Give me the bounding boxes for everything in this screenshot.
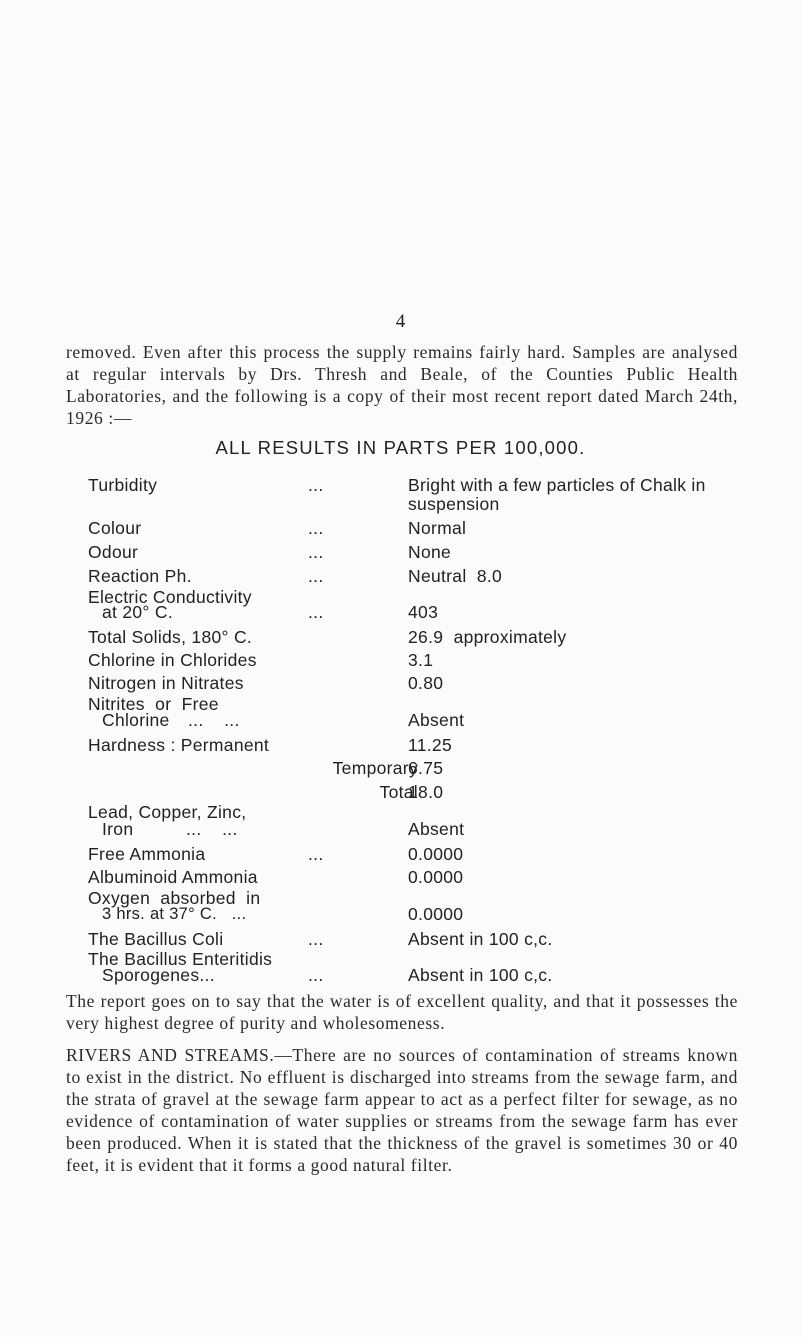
conductivity-label-cont: at 20° C. [102, 602, 173, 623]
albuminoid-ammonia-label: Albuminoid Ammonia [88, 866, 258, 887]
rivers-paragraph-text: RIVERS AND STREAMS.—There are no sources of contamination of streams known to exist in the district. No effluent is discharged into streams from the sewage farm, and the strata of gravel at the sewage farm appear to act as a perfect filter for sewage, as no evidence of contamination of water supplies or streams from the sewage farm has ever been produced. When it is stated that the thickness of the gravel is sometimes 30 or 40 feet, it is evident that it forms a good natural filter. [66, 1045, 738, 1176]
turbidity-label: Turbidity [88, 475, 158, 496]
metals-dots: ... ... [186, 819, 238, 840]
colour-dots: ... [308, 518, 324, 539]
nitrogen-value: 0.80 [408, 673, 444, 694]
nitrites-label: Nitrites or Free [88, 693, 219, 714]
turbidity-value-cont: suspension [408, 493, 500, 514]
oxygen-value: 0.0000 [408, 904, 464, 924]
reaction-value: Neutral 8.0 [408, 565, 503, 586]
turbidity-value: Bright with a few particles of Chalk in [408, 475, 706, 496]
oxygen-label-cont: 3 hrs. at 37° C. ... [102, 905, 247, 923]
nitrogen-label: Nitrogen in Nitrates [88, 673, 244, 694]
rivers-paragraph [66, 1044, 738, 1176]
reaction-dots: ... [308, 565, 324, 586]
conclusion-paragraph-text: The report goes on to say that the water is of excellent quality, and that it possesses the very highest degree of purity and wholesomeness. [66, 991, 738, 1034]
chlorine-label: Chlorine in Chlorides [88, 650, 257, 671]
nitrites-dots: ... ... [188, 710, 240, 730]
bacillus-enteritidis-label: The Bacillus Enteritidis [88, 949, 273, 970]
oxygen-label: Oxygen absorbed in [88, 888, 261, 908]
hardness-permanent-value: 11.25 [408, 735, 452, 756]
free-ammonia-value: 0.0000 [408, 843, 464, 864]
odour-value: None [408, 541, 452, 562]
total-solids-label: Total Solids, 180° C. [88, 626, 253, 647]
bacillus-coli-dots: ... [308, 928, 324, 949]
nitrites-value: Absent [408, 710, 465, 730]
hardness-total-value: 18.0 [408, 781, 444, 802]
metals-label-cont: Iron [102, 819, 134, 840]
nitrites-label-cont: Chlorine [102, 710, 170, 730]
odour-label: Odour [88, 541, 139, 562]
albuminoid-ammonia-value: 0.0000 [408, 866, 464, 887]
bacillus-coli-label: The Bacillus Coli [88, 928, 224, 949]
conductivity-label: Electric Conductivity [88, 587, 252, 607]
results-heading: ALL RESULTS IN PARTS PER 100,000. [215, 437, 586, 458]
bacillus-coli-value: Absent in 100 c,c. [408, 928, 553, 949]
conclusion-paragraph [66, 990, 738, 1034]
bacillus-enteritidis-value: Absent in 100 c,c. [408, 965, 553, 986]
bacillus-enteritidis-label-cont: Sporogenes... [102, 965, 215, 986]
metals-label: Lead, Copper, Zinc, [88, 802, 247, 823]
conductivity-value: 403 [408, 602, 439, 623]
hardness-temporary-value: 6.75 [408, 758, 444, 779]
free-ammonia-dots: ... [308, 843, 324, 864]
odour-dots: ... [308, 541, 324, 562]
chlorine-value: 3.1 [408, 650, 434, 671]
intro-paragraph-text: removed. Even after this process the supply remains fairly hard. Samples are analysed at regular intervals by Drs. Thresh and Beale, of the Counties Public Health Laboratories, and the following is a copy of their most recent report dated March 24th, 1926 :— [66, 341, 738, 428]
free-ammonia-label: Free Ammonia [88, 843, 206, 864]
colour-label: Colour [88, 518, 142, 539]
reaction-label: Reaction Ph. [88, 565, 192, 586]
hardness-total-label: Total [379, 781, 418, 802]
metals-value: Absent [408, 819, 465, 840]
bacillus-enteritidis-dots: ... [308, 965, 324, 986]
page-number: 4 [395, 310, 406, 332]
hardness-permanent-label: Hardness : Permanent [88, 735, 270, 756]
turbidity-dots: ... [308, 475, 324, 496]
hardness-temporary-label: Temporary [332, 758, 418, 779]
conductivity-dots: ... [308, 602, 324, 623]
colour-value: Normal [408, 518, 467, 539]
total-solids-value: 26.9 approximately [408, 626, 567, 647]
